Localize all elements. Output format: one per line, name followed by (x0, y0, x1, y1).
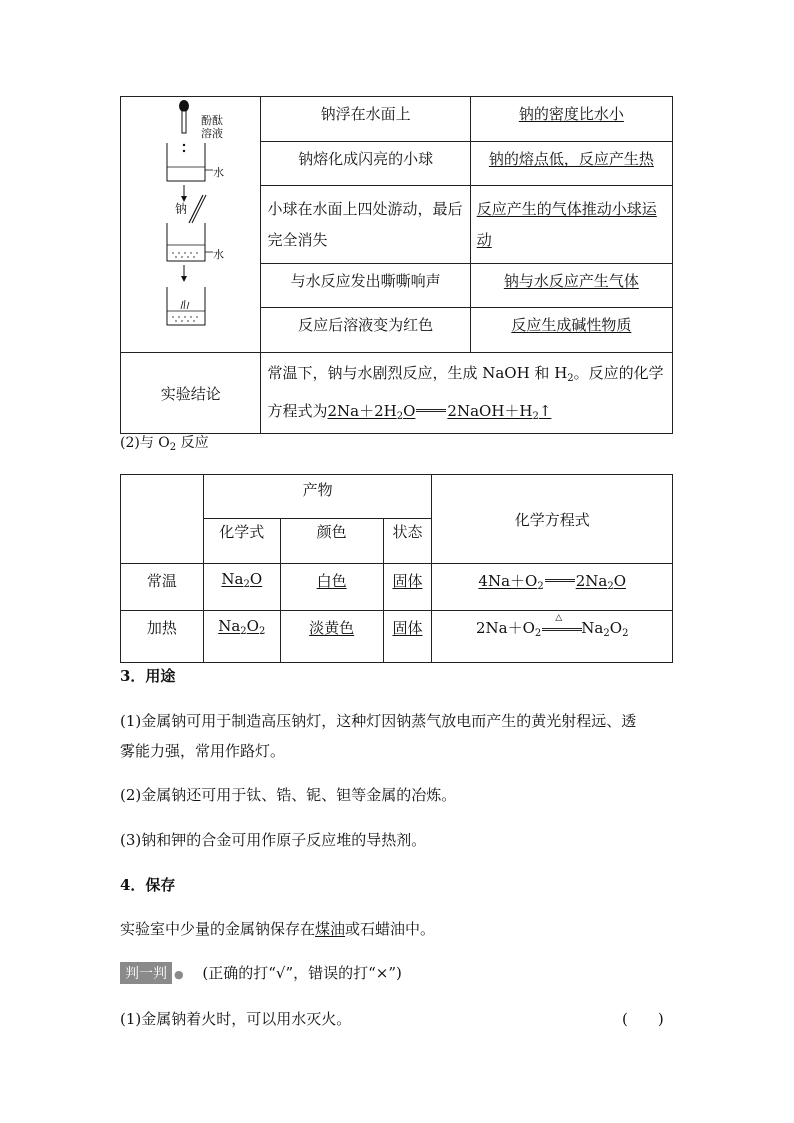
sodium-water-table (120, 96, 673, 434)
section-4-title: 4．保存 (120, 876, 176, 894)
table-row (121, 564, 673, 611)
label-water-2: 水 (213, 248, 224, 261)
state-solid-2: 固体 (383, 611, 432, 663)
section-2-title: (2)与 $O_2$ 反应 (120, 435, 209, 453)
paragraph-4: 实验室中少量的金属钠保存在煤油或石蜡油中。 (120, 920, 436, 938)
judge-bullet-icon: ● (174, 968, 184, 981)
experiment-diagram-cell (121, 97, 261, 353)
equation-room-temp: $4Na+O_2$ $2Na_2O$ (432, 564, 673, 611)
sodium-oxygen-table (120, 474, 673, 663)
paragraph-1-line-2: 雾能力强，常用作路灯。 (120, 742, 286, 760)
label-sodium: 钠 (175, 202, 188, 216)
question-1: (1)金属钠着火时，可以用水灭火。 (120, 1010, 352, 1028)
explanation-2: 钠的熔点低，反应产生热 (470, 142, 672, 186)
conclusion-text: 常温下，钠与水剧烈反应，生成 NaOH 和 $H_2$。反应的化学方程式为$2Na+2H_2O$ $2NaOH+H_2↑$ (261, 353, 673, 434)
observation-5: 反应后溶液变为红色 (261, 308, 470, 353)
header-products: 产物 (203, 475, 432, 519)
paragraph-2: (2)金属钠还可用于钛、锆、铌、钽等金属的冶炼。 (120, 786, 457, 804)
header-equation: 化学方程式 (432, 475, 673, 564)
explanation-5: 反应生成碱性物质 (470, 308, 672, 353)
header-color: 颜色 (280, 519, 383, 564)
header-state: 状态 (383, 519, 432, 564)
color-white: 白色 (280, 564, 383, 611)
observation-1: 钠浮在水面上 (261, 97, 470, 142)
explanation-1: 钠的密度比水小 (470, 97, 672, 142)
observation-4: 与水反应发出嘶嘶响声 (261, 264, 470, 308)
judge-tag: 判一判 (120, 962, 172, 984)
conclusion-label: 实验结论 (121, 353, 261, 434)
condition-heating: 加热 (121, 611, 204, 663)
observation-2: 钠熔化成闪亮的小球 (261, 142, 470, 186)
equation-heating: $2Na+O_2$ △ $Na_2O_2$ (432, 611, 673, 663)
state-solid-1: 固体 (383, 564, 432, 611)
experiment-apparatus-diagram (121, 97, 261, 353)
heat-symbol: △ (555, 613, 563, 623)
kerosene-answer: 煤油 (315, 920, 346, 938)
observation-3: 小球在水面上四处游动，最后完全消失 (261, 186, 470, 264)
question-1-answer-paren: ( ) (622, 1010, 664, 1028)
section-3-title: 3．用途 (120, 667, 176, 685)
formula-na2o: $Na_2O$ (203, 564, 280, 611)
paragraph-1-line-1: (1)金属钠可用于制造高压钠灯，这种灯因钠蒸气放电而产生的黄光射程远、透 (120, 712, 637, 730)
header-formula: 化学式 (203, 519, 280, 564)
explanation-4: 钠与水反应产生气体 (470, 264, 672, 308)
label-water-1: 水 (213, 166, 224, 179)
table-row (121, 611, 673, 663)
formula-na2o2: $Na_2O_2$ (203, 611, 280, 663)
judge-header (120, 962, 402, 984)
conclusion-equation: $2Na+2H_2O$ $2NaOH+H_2↑$ (327, 402, 552, 422)
label-solution: 溶液 (201, 127, 223, 140)
explanation-3: 反应产生的气体推动小球运动 (470, 186, 672, 264)
label-phenolphthalein: 酚酞 (201, 114, 223, 127)
paragraph-3: (3)钠和钾的合金可用作原子反应堆的导热剂。 (120, 831, 427, 849)
corner-cell (121, 475, 204, 564)
color-pale-yellow: 淡黄色 (280, 611, 383, 663)
condition-room-temp: 常温 (121, 564, 204, 611)
judge-instruction: (正确的打“√”，错误的打“×”) (202, 964, 402, 982)
